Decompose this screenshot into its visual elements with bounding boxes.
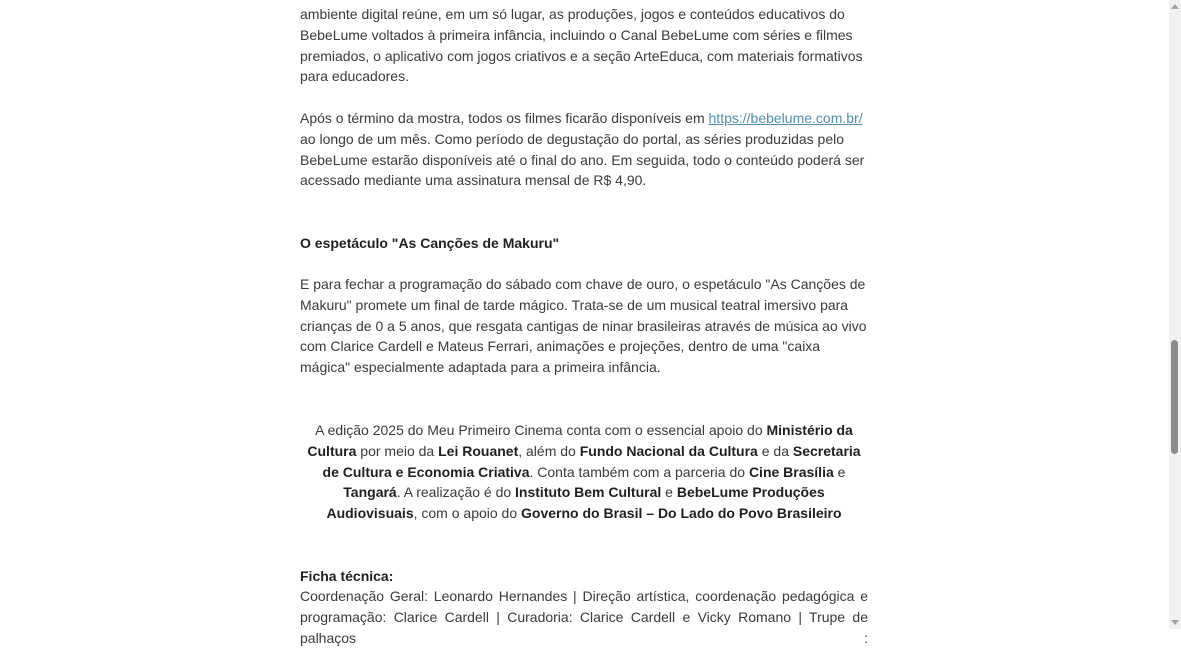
support-bold-instituto: Instituto Bem Cultural	[515, 484, 662, 501]
support-bold-lei-rouanet: Lei Rouanet	[438, 442, 519, 459]
availability-text-end: ao longo de um mês. Como período de degustação do portal, as séries produzidas pelo BebeLume estarão disponíveis até o final do ano. Em seguida, todo o conteúdo poderá ser acessado mediante uma assinatura mensal de R$ 4,90.	[300, 130, 865, 189]
bebelume-link[interactable]: https://bebelume.com.br/	[708, 110, 863, 126]
scrollbar-thumb[interactable]	[1171, 340, 1178, 454]
support-text: por meio da	[356, 442, 439, 459]
show-paragraph: E para fechar a programação do sábado com chave de ouro, o espetáculo "As Canções de Makuru" promete um final de tarde mágico. Trata-se de um musical teatral imersivo para crianças de 0 a 5 anos, que resgata cantigas de ninar brasileiras através de música ao vivo com Clarice Cardell e Mateus Ferrari, animações e projeções, dentro de uma "caixa mágica" especialmente adaptada para a primeira infância.	[300, 276, 867, 376]
ficha-heading: Ficha técnica:	[300, 568, 394, 584]
availability-text-start: Após o término da mostra, todos os filmes ficarão disponíveis em	[300, 110, 709, 126]
support-text: . Conta também com a parceria do	[529, 463, 749, 480]
support-bold-cine-brasilia: Cine Brasília	[748, 463, 834, 480]
support-bold-ministerio: Ministério da Cultura	[307, 422, 853, 459]
support-bold-governo: Governo do Brasil – Do Lado do Povo Brasileiro	[521, 505, 842, 522]
show-heading: O espetáculo "As Canções de Makuru"	[300, 235, 560, 251]
ficha-paragraph: Coordenação Geral: Leonardo Hernandes | Direção artística, coordenação pedagógica e programação: Clarice Cardell | Curadoria: Clarice Cardell e Vicky Romano | Trupe de palhaços :	[300, 588, 868, 646]
support-bold-bebelume: BebeLume Produções Audiovisuais	[326, 484, 825, 522]
availability-paragraph	[300, 108, 868, 191]
support-text: , com o apoio do	[413, 505, 522, 522]
page-scrollbar[interactable]	[1169, 0, 1181, 629]
support-bold-fundo-nacional: Fundo Nacional da Cultura	[579, 442, 758, 459]
scroll-down-arrow-icon[interactable]	[1171, 620, 1179, 625]
support-text: e	[661, 484, 677, 501]
support-text: A edição 2025 do Meu Primeiro Cinema conta com o essencial apoio do	[315, 422, 767, 438]
support-paragraph	[300, 420, 868, 524]
support-text: , além do	[518, 442, 580, 459]
support-text: . A realização é do	[396, 484, 516, 501]
scroll-up-arrow-icon[interactable]	[1171, 4, 1179, 9]
support-text: e da	[757, 442, 793, 459]
support-text: e	[833, 463, 846, 480]
support-bold-secretaria: Secretaria de Cultura e Economia Criativa	[322, 442, 861, 480]
support-bold-tangara: Tangará	[343, 484, 397, 501]
intro-paragraph: ambiente digital reúne, em um só lugar, as produções, jogos e conteúdos educativos do BebeLume voltados à primeira infância, incluindo o Canal BebeLume com séries e filmes premiados, o aplicativo com jogos criativos e a seção ArteEduca, com materiais formativos para educadores.	[300, 6, 863, 85]
